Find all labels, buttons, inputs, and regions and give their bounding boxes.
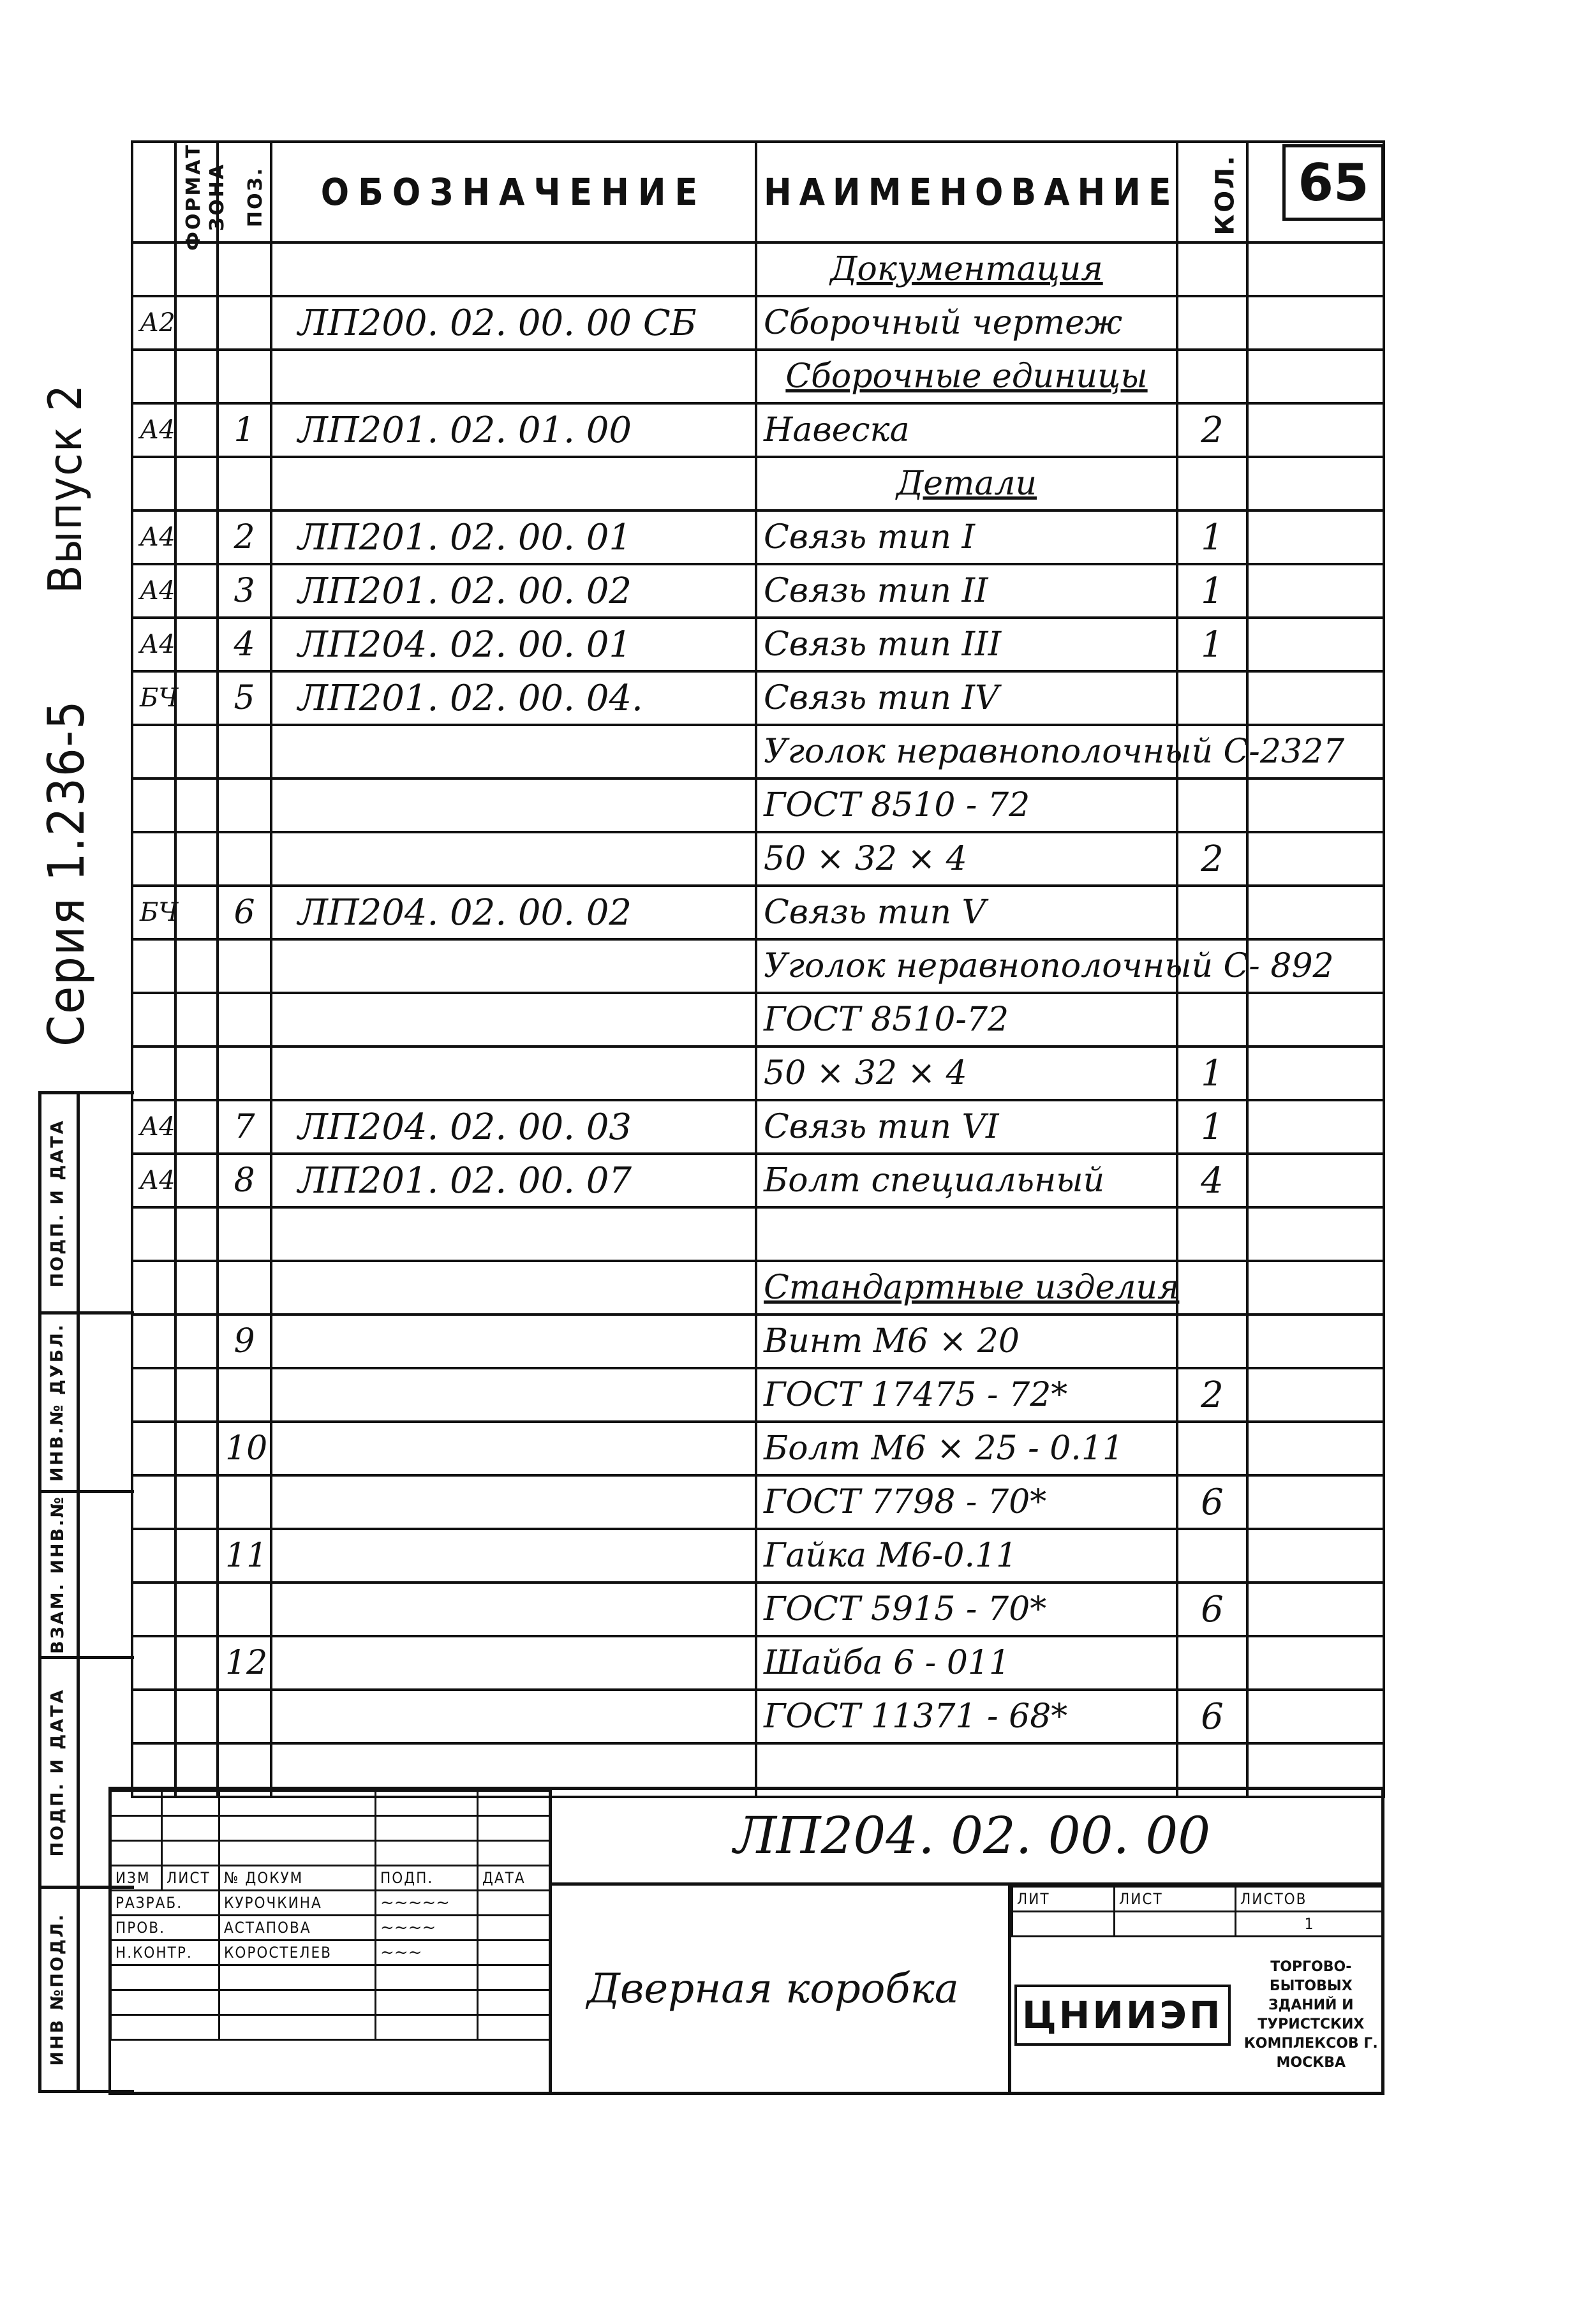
blank-cell [1247, 1636, 1384, 1690]
format-cell: А4 [132, 618, 175, 671]
qty-cell: 1 [1177, 1100, 1247, 1154]
blank-cell [1247, 671, 1384, 725]
org-stamp [1014, 1940, 1381, 2090]
table-row [132, 350, 1384, 403]
qty-cell [1177, 1315, 1247, 1368]
zone-cell [175, 618, 218, 671]
qty-cell [1177, 1207, 1247, 1261]
table-row [132, 778, 1384, 832]
designation-cell: ЛП201. 02. 00. 07 [271, 1154, 756, 1207]
name-cell: Связь тип V [756, 886, 1177, 939]
designation-cell [271, 1422, 756, 1475]
table-row [132, 886, 1384, 939]
zone-cell [175, 1368, 218, 1422]
zone-cell [175, 1154, 218, 1207]
blank-cell [1247, 296, 1384, 350]
pos-cell [218, 1047, 271, 1100]
format-cell: А2 [132, 296, 175, 350]
blank-cell [1247, 1207, 1384, 1261]
pos-cell: 7 [218, 1100, 271, 1154]
name-cell: 50 × 32 × 4 [756, 832, 1177, 886]
qty-cell: 2 [1177, 1368, 1247, 1422]
pos-cell: 9 [218, 1315, 271, 1368]
qty-cell: 1 [1177, 564, 1247, 618]
designation-cell [271, 993, 756, 1047]
table-row [132, 1207, 1384, 1261]
table-row [132, 296, 1384, 350]
name-cell: Связь тип II [756, 564, 1177, 618]
pos-cell [218, 1261, 271, 1315]
designation-cell [271, 1690, 756, 1743]
designation-cell: ЛП200. 02. 00. 00 СБ [271, 296, 756, 350]
qty-cell: 6 [1177, 1475, 1247, 1529]
designation-cell [271, 725, 756, 778]
format-cell: А4 [132, 1100, 175, 1154]
name-cell: ГОСТ 11371 - 68* [756, 1690, 1177, 1743]
pos-cell [218, 296, 271, 350]
zone-cell [175, 1529, 218, 1583]
zone-cell [175, 350, 218, 403]
pos-cell [218, 939, 271, 993]
format-cell [132, 457, 175, 510]
blank-cell [1247, 1529, 1384, 1583]
issue-label: Выпуск 2 [38, 384, 92, 593]
qty-cell: 6 [1177, 1690, 1247, 1743]
blank-cell [1247, 1583, 1384, 1636]
zone-cell [175, 1315, 218, 1368]
blank-cell [1247, 1368, 1384, 1422]
pos-cell: 5 [218, 671, 271, 725]
header-blank [1247, 142, 1384, 242]
name-cell: Связь тип IV [756, 671, 1177, 725]
header-qty: КОЛ. [1177, 142, 1247, 242]
pos-cell: 2 [218, 510, 271, 564]
stamp-sign-date-2: ПОДП. И ДАТА [47, 1688, 68, 1857]
blank-cell [1247, 1261, 1384, 1315]
blank-cell [1247, 1690, 1384, 1743]
blank-cell [1247, 403, 1384, 457]
designation-cell: ЛП204. 02. 00. 02 [271, 886, 756, 939]
changes-table [110, 1790, 551, 2041]
designation-cell [271, 1583, 756, 1636]
name-cell: Уголок неравнополочный С- 892 [756, 939, 1177, 993]
table-row [132, 1154, 1384, 1207]
qty-cell [1177, 671, 1247, 725]
zone-cell [175, 1636, 218, 1690]
name-cell: Гайка М6-0.11 [756, 1529, 1177, 1583]
format-cell [132, 832, 175, 886]
pos-cell: 8 [218, 1154, 271, 1207]
sheet-value: 1 [1236, 1912, 1384, 1937]
format-cell [132, 1583, 175, 1636]
stamp-replace-inv: ВЗАМ. ИНВ.№ [47, 1495, 68, 1654]
designation-cell: ЛП204. 02. 00. 01 [271, 618, 756, 671]
qty-cell [1177, 1422, 1247, 1475]
stamp-orig-inv: ИНВ №ПОДЛ. [47, 1912, 68, 2066]
zone-cell [175, 296, 218, 350]
zone-cell [175, 1100, 218, 1154]
pos-cell [218, 1207, 271, 1261]
pos-cell [218, 350, 271, 403]
pos-cell: 1 [218, 403, 271, 457]
changes-header-row: ИЗМ ЛИСТ № ДОКУМ ПОДП. ДАТА [111, 1866, 550, 1891]
zone-cell [175, 939, 218, 993]
table-row [132, 993, 1384, 1047]
table-row [132, 1047, 1384, 1100]
format-cell [132, 993, 175, 1047]
table-row [132, 457, 1384, 510]
qty-cell: 1 [1177, 1047, 1247, 1100]
format-cell: А4 [132, 510, 175, 564]
designation-cell [271, 1636, 756, 1690]
header-format: ФОРМАТ [132, 142, 175, 242]
blank-cell [1247, 832, 1384, 886]
org-logo: ЦНИИЭП [1014, 1985, 1231, 2046]
qty-cell [1177, 1636, 1247, 1690]
zone-cell [175, 403, 218, 457]
blank-cell [1247, 350, 1384, 403]
pos-cell [218, 778, 271, 832]
designation-cell: ЛП201. 02. 00. 04. [271, 671, 756, 725]
name-cell: Связь тип I [756, 510, 1177, 564]
designation-cell [271, 778, 756, 832]
designation-cell: ЛП201. 02. 00. 02 [271, 564, 756, 618]
stamp-sign-date-1: ПОДП. И ДАТА [47, 1118, 68, 1288]
blank-cell [1247, 1315, 1384, 1368]
qty-cell: 4 [1177, 1154, 1247, 1207]
qty-cell [1177, 296, 1247, 350]
series-vertical-text [38, 699, 96, 1047]
table-row [132, 1475, 1384, 1529]
name-cell: Болт специальный [756, 1154, 1177, 1207]
name-cell: Уголок неравнополочный С-2327 [756, 725, 1177, 778]
designation-cell [271, 1529, 756, 1583]
blank-cell [1247, 1475, 1384, 1529]
signer-row-checker: ПРОВ. АСТАПОВА ~~~~ [111, 1916, 550, 1940]
name-cell: Связь тип III [756, 618, 1177, 671]
format-cell [132, 1690, 175, 1743]
pos-cell [218, 1475, 271, 1529]
format-cell: А4 [132, 403, 175, 457]
format-cell [132, 1315, 175, 1368]
name-cell: ГОСТ 17475 - 72* [756, 1368, 1177, 1422]
blank-cell [1247, 457, 1384, 510]
pos-cell: 12 [218, 1636, 271, 1690]
qty-cell [1177, 886, 1247, 939]
signer-row-norm-control: Н.КОНТР. КОРОСТЕЛЕВ ~~~ [111, 1940, 550, 1965]
designation-cell: ЛП204. 02. 00. 03 [271, 1100, 756, 1154]
designation-cell [271, 832, 756, 886]
blank-cell [1247, 1422, 1384, 1475]
table-row [132, 510, 1384, 564]
format-cell [132, 1529, 175, 1583]
format-cell [132, 778, 175, 832]
specification-table [131, 140, 1385, 1798]
pos-cell [218, 993, 271, 1047]
qty-cell: 6 [1177, 1583, 1247, 1636]
table-row [132, 403, 1384, 457]
qty-cell [1177, 350, 1247, 403]
zone-cell [175, 993, 218, 1047]
qty-cell [1177, 1529, 1247, 1583]
signature-norm-control: ~~~ [380, 1943, 422, 1962]
name-cell: Шайба 6 - 011 [756, 1636, 1177, 1690]
name-cell: ГОСТ 5915 - 70* [756, 1583, 1177, 1636]
name-cell: ГОСТ 8510-72 [756, 993, 1177, 1047]
format-cell [132, 350, 175, 403]
zone-cell [175, 457, 218, 510]
pos-cell [218, 832, 271, 886]
zone-cell [175, 671, 218, 725]
qty-cell: 2 [1177, 832, 1247, 886]
format-cell [132, 1475, 175, 1529]
name-cell: ГОСТ 8510 - 72 [756, 778, 1177, 832]
header-zone: ЗОНА [175, 142, 218, 242]
sheet-header-row: ЛИТ ЛИСТ ЛИСТОВ [1013, 1887, 1384, 1912]
issue-vertical-text [38, 384, 92, 593]
pos-cell [218, 725, 271, 778]
zone-cell [175, 1047, 218, 1100]
format-cell: БЧ [132, 886, 175, 939]
designation-cell [271, 939, 756, 993]
format-cell [132, 1047, 175, 1100]
designation-cell [271, 350, 756, 403]
qty-cell [1177, 457, 1247, 510]
blank-cell [1247, 1154, 1384, 1207]
format-cell [132, 242, 175, 296]
doc-number: ЛП204. 02. 00. 00 [734, 1806, 1211, 1865]
designation-cell: ЛП201. 02. 01. 00 [271, 403, 756, 457]
pos-cell: 3 [218, 564, 271, 618]
designation-cell [271, 1047, 756, 1100]
table-row [132, 1368, 1384, 1422]
pos-cell: 10 [218, 1422, 271, 1475]
signer-row-developer: РАЗРАБ. КУРОЧКИНА ~~~~~ [111, 1891, 550, 1916]
qty-cell [1177, 778, 1247, 832]
format-cell [132, 1368, 175, 1422]
blank-cell [1247, 886, 1384, 939]
blank-cell [1247, 242, 1384, 296]
zone-cell [175, 1261, 218, 1315]
name-cell: Навеска [756, 403, 1177, 457]
zone-cell [175, 725, 218, 778]
blank-cell [1247, 618, 1384, 671]
blank-cell [1247, 993, 1384, 1047]
zone-cell [175, 1583, 218, 1636]
qty-cell [1177, 1261, 1247, 1315]
name-cell: Сборочные единицы [756, 350, 1177, 403]
name-cell: ГОСТ 7798 - 70* [756, 1475, 1177, 1529]
page-number: 65 [1298, 153, 1369, 212]
signature-developer: ~~~~~ [380, 1893, 450, 1912]
name-cell: 50 × 32 × 4 [756, 1047, 1177, 1100]
table-row [132, 1422, 1384, 1475]
designation-cell: ЛП201. 02. 00. 01 [271, 510, 756, 564]
table-row [132, 1315, 1384, 1368]
format-cell [132, 1207, 175, 1261]
format-cell [132, 939, 175, 993]
pos-cell [218, 242, 271, 296]
qty-cell: 1 [1177, 510, 1247, 564]
table-row [132, 832, 1384, 886]
blank-cell [1247, 1100, 1384, 1154]
table-row [132, 1529, 1384, 1583]
blank-cell [1247, 778, 1384, 832]
table-header-row [132, 142, 1384, 242]
zone-cell [175, 1690, 218, 1743]
name-cell [756, 1207, 1177, 1261]
qty-cell [1177, 242, 1247, 296]
pos-cell [218, 457, 271, 510]
blank-cell [1247, 1047, 1384, 1100]
format-cell [132, 1261, 175, 1315]
name-cell: Связь тип VI [756, 1100, 1177, 1154]
stamp-dup-inv: ИНВ.№ ДУБЛ. [47, 1322, 68, 1482]
name-cell: Болт М6 × 25 - 0.11 [756, 1422, 1177, 1475]
table-row [132, 242, 1384, 296]
format-cell: БЧ [132, 671, 175, 725]
header-name: НАИМЕНОВАНИЕ [756, 142, 1177, 242]
format-cell [132, 725, 175, 778]
signature-checker: ~~~~ [380, 1918, 436, 1937]
name-cell: Винт М6 × 20 [756, 1315, 1177, 1368]
qty-cell [1177, 993, 1247, 1047]
pos-cell [218, 1368, 271, 1422]
series-label: Серия 1.236-5 [38, 699, 96, 1047]
zone-cell [175, 1422, 218, 1475]
qty-cell: 2 [1177, 403, 1247, 457]
format-cell [132, 1636, 175, 1690]
zone-cell [175, 1475, 218, 1529]
format-cell [132, 1422, 175, 1475]
designation-cell [271, 1368, 756, 1422]
designation-cell [271, 1315, 756, 1368]
table-row [132, 564, 1384, 618]
designation-cell [271, 1207, 756, 1261]
zone-cell [175, 778, 218, 832]
zone-cell [175, 510, 218, 564]
table-row [132, 1261, 1384, 1315]
table-row [132, 1583, 1384, 1636]
zone-cell [175, 564, 218, 618]
table-row [132, 1690, 1384, 1743]
pos-cell [218, 1583, 271, 1636]
blank-cell [1247, 564, 1384, 618]
table-row [132, 725, 1384, 778]
table-row [132, 1636, 1384, 1690]
designation-cell [271, 1261, 756, 1315]
name-cell: Детали [756, 457, 1177, 510]
table-row [132, 671, 1384, 725]
table-row [132, 939, 1384, 993]
qty-cell: 1 [1177, 618, 1247, 671]
format-cell: А4 [132, 1154, 175, 1207]
sheet-info-table [1011, 1886, 1384, 1937]
designation-cell [271, 1475, 756, 1529]
name-cell: Документация [756, 242, 1177, 296]
designation-cell [271, 242, 756, 296]
table-row [132, 618, 1384, 671]
zone-cell [175, 886, 218, 939]
pos-cell: 11 [218, 1529, 271, 1583]
pos-cell: 6 [218, 886, 271, 939]
zone-cell [175, 832, 218, 886]
name-cell: Сборочный чертеж [756, 296, 1177, 350]
format-cell: А4 [132, 564, 175, 618]
org-name: ТОРГОВО-БЫТОВЫХ ЗДАНИЙ И ТУРИСТСКИХ КОМПЛЕКСОВ Г. МОСКВА [1243, 1958, 1378, 2071]
blank-cell [1247, 510, 1384, 564]
header-designation: ОБОЗНАЧЕНИЕ [271, 142, 756, 242]
table-row [132, 1100, 1384, 1154]
header-pos: ПОЗ. [218, 142, 271, 242]
designation-cell [271, 457, 756, 510]
zone-cell [175, 1207, 218, 1261]
pos-cell: 4 [218, 618, 271, 671]
pos-cell [218, 1690, 271, 1743]
doc-title: Дверная коробка [587, 1965, 959, 2013]
name-cell: Стандартные изделия [756, 1261, 1177, 1315]
